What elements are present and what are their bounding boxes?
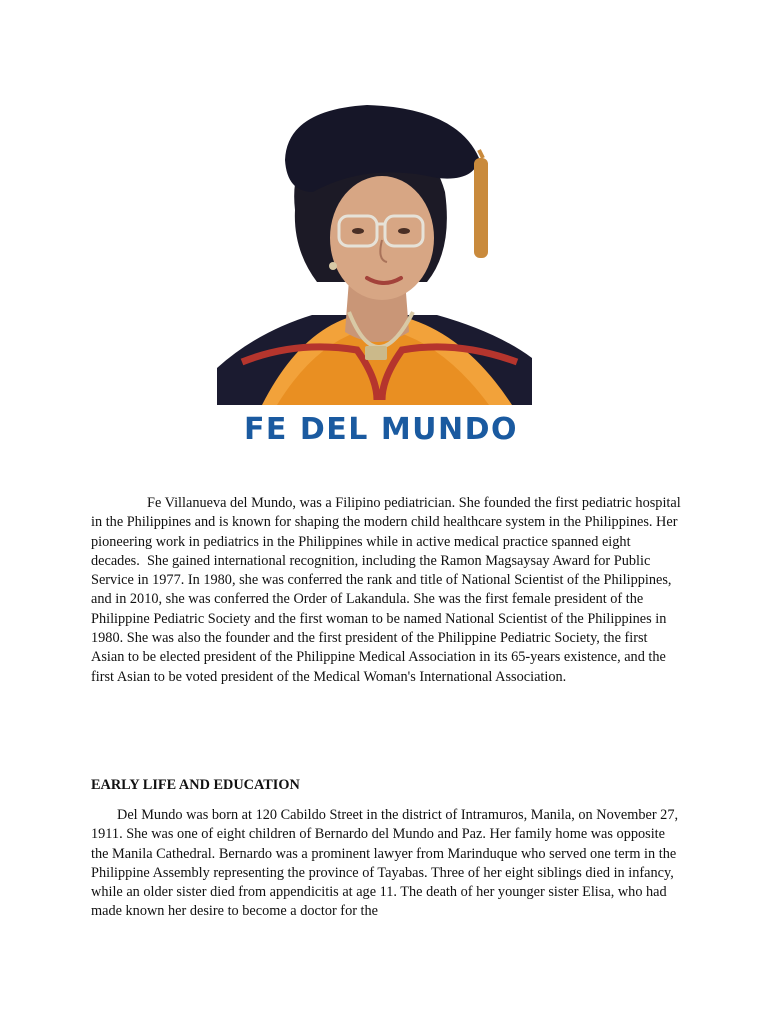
portrait-illustration xyxy=(217,100,532,405)
page-title: FE DEL MUNDO xyxy=(243,412,519,447)
early-life-paragraph: Del Mundo was born at 120 Cabildo Street in the district of Intramuros, Manila, on November 27, 1911. She was one of eight children of Bernardo del Mundo and Paz. Her family home was opposite the Manila Cathedral. Bernardo was a prominent lawyer from Marinduque who served one term in the Philippine Assembly representing the province of Tayabas. Three of her eight siblings died in infancy, while an older sister died from appendicitis at age 11. The death of her younger sister Elisa, who had made known her desire to become a doctor for the xyxy=(91,807,682,920)
portrait-photo xyxy=(217,100,532,405)
section-heading: EARLY LIFE AND EDUCATION xyxy=(91,777,300,793)
intro-paragraph: Fe Villanueva del Mundo, was a Filipino pediatrician. She founded the first pediatric hospital in the Philippines and is known for shaping the modern child healthcare system in the Philippines. Her pioneering work in pediatrics in the Philippines while in active medical practice spanned eight decades. She gained international recognition, including the Ramon Magsaysay Award for Public Service in 1977. In 1980, she was conferred the rank and title of National Scientist of the Philippines, and in 2010, she was conferred the Order of Lakandula. She was the first female president of the Philippine Pediatric Society and the first woman to be named National Scientist of the Philippines in 1980. She was also the founder and the first president of the Philippine Pediatric Society, the first Asian to be elected president of the Philippine Medical Association in its 65-years existence, and the first Asian to be voted president of the Medical Woman's International Association. xyxy=(91,495,685,685)
